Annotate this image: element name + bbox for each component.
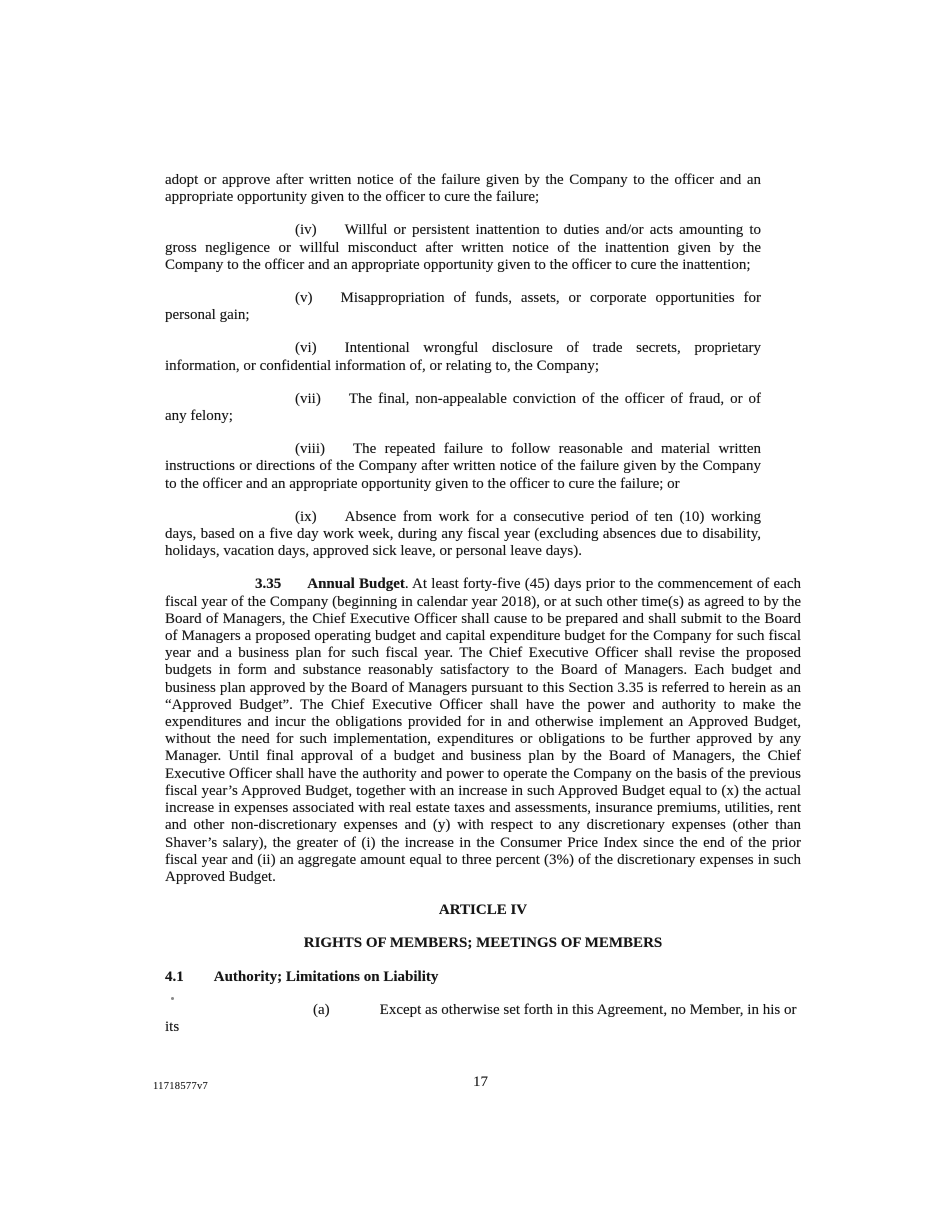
paragraph-continuation-text: adopt or approve after written notice of the failure given by the Company to the officer and an appropriate opportunity given to the officer to cure the failure; (165, 172, 761, 206)
paragraph-a (165, 1002, 801, 1036)
list-item-label: (vii) (295, 390, 321, 407)
article-subtitle: RIGHTS OF MEMBERS; MEETINGS OF MEMBERS (303, 935, 663, 952)
list-item-label: (viii) (295, 441, 325, 458)
list-item-label: (v) (295, 290, 313, 307)
paragraph-a-label: (a) (313, 1001, 330, 1018)
list-item-viii (165, 441, 761, 493)
section-number: 3.35 (255, 576, 282, 593)
list-item-v (165, 290, 761, 324)
list-item-text: The repeated failure to follow reasonable and material written instructions or directions of the Company after written notice of the failure given by the Company to the officer and an appropriate opportunity given to the officer to cure the failure; or (165, 441, 761, 492)
list-item-text: The final, non-appealable conviction of the officer of fraud, or of any felony; (165, 390, 761, 425)
list-item-text: Intentional wrongful disclosure of trade secrets, proprietary information, or confidential information of, or relating to, the Company; (165, 340, 761, 374)
section-4-1-heading (165, 969, 801, 986)
paragraph-a-text: Except as otherwise set forth in this Agreement, no Member, in his or its (165, 1001, 797, 1035)
page-content (165, 172, 801, 1052)
list-item-ix (165, 509, 761, 561)
section-title: Annual Budget (307, 576, 405, 593)
list-item-text: Willful or persistent inattention to duties and/or acts amounting to gross negligence or willful misconduct after written notice of the inattention given by the Company to the officer and an appropriate opportunity given to the officer to cure the inattention; (165, 222, 761, 273)
list-item-text: Absence from work for a consecutive period of ten (10) working days, based on a five day work week, during any fiscal year (excluding absences due to disability, holidays, vacation days, approved sick leave, or personal leave days). (165, 508, 761, 560)
section-3-35-paragraph (165, 576, 801, 886)
section-body-text: . At least forty-five (45) days prior to the commencement of each fiscal year of the Company (beginning in calendar year 2018), or at such other time(s) as agreed to by the Board of Managers, the Chief Executive Officer shall cause to be prepared and shall submit to the Board of Managers a proposed operating budget and capital expenditure budget for the Company for such fiscal year and a business plan for such fiscal year. The Chief Executive Officer shall revise the proposed budgets in form and substance reasonably satisfactory to the Board of Managers. Each budget and business plan approved by the Board of Managers pursuant to this Section 3.35 is referred to herein as an “Approved Budget”. The Chief Executive Officer shall have the power and authority to make the expenditures and incur the obligations provided for in and otherwise implement an Approved Budget, without the need for such implementation, expenditures or obligations to be further approved by any Manager. Until final approval of a budget and business plan by the Board of Managers, the Chief Executive Officer shall have the authority and power to operate the Company on the basis of the previous fiscal year’s Approved Budget, together with an increase in such Approved Budget equal to (x) the actual increase in expenses associated with real estate taxes and assessments, insurance premiums, utilities, rent and other non-discretionary expenses and (y) with respect to any discretionary expenses (other than Shaver’s salary), the greater of (i) the increase in the Consumer Price Index since the end of the prior fiscal year and (ii) an aggregate amount equal to three percent (3%) of the discretionary expenses in such Approved Budget. (165, 576, 801, 885)
list-item-iv (165, 222, 761, 274)
list-item-vi (165, 340, 761, 374)
page-number: 17 (473, 1074, 488, 1090)
section-number: 4.1 (165, 968, 184, 985)
scan-artifact-dot (171, 997, 174, 1000)
list-item-text: Misappropriation of funds, assets, or corporate opportunities for personal gain; (165, 290, 761, 324)
doc-id: 11718577v7 (153, 1081, 209, 1092)
list-item-label: (iv) (295, 222, 317, 239)
list-item-label: (vi) (295, 340, 317, 357)
article-heading: ARTICLE IV (438, 902, 528, 919)
section-title: Authority; Limitations on Liability (213, 968, 439, 985)
paragraph-continuation (165, 172, 761, 206)
list-item-vii (165, 391, 761, 425)
list-item-label: (ix) (295, 508, 317, 525)
